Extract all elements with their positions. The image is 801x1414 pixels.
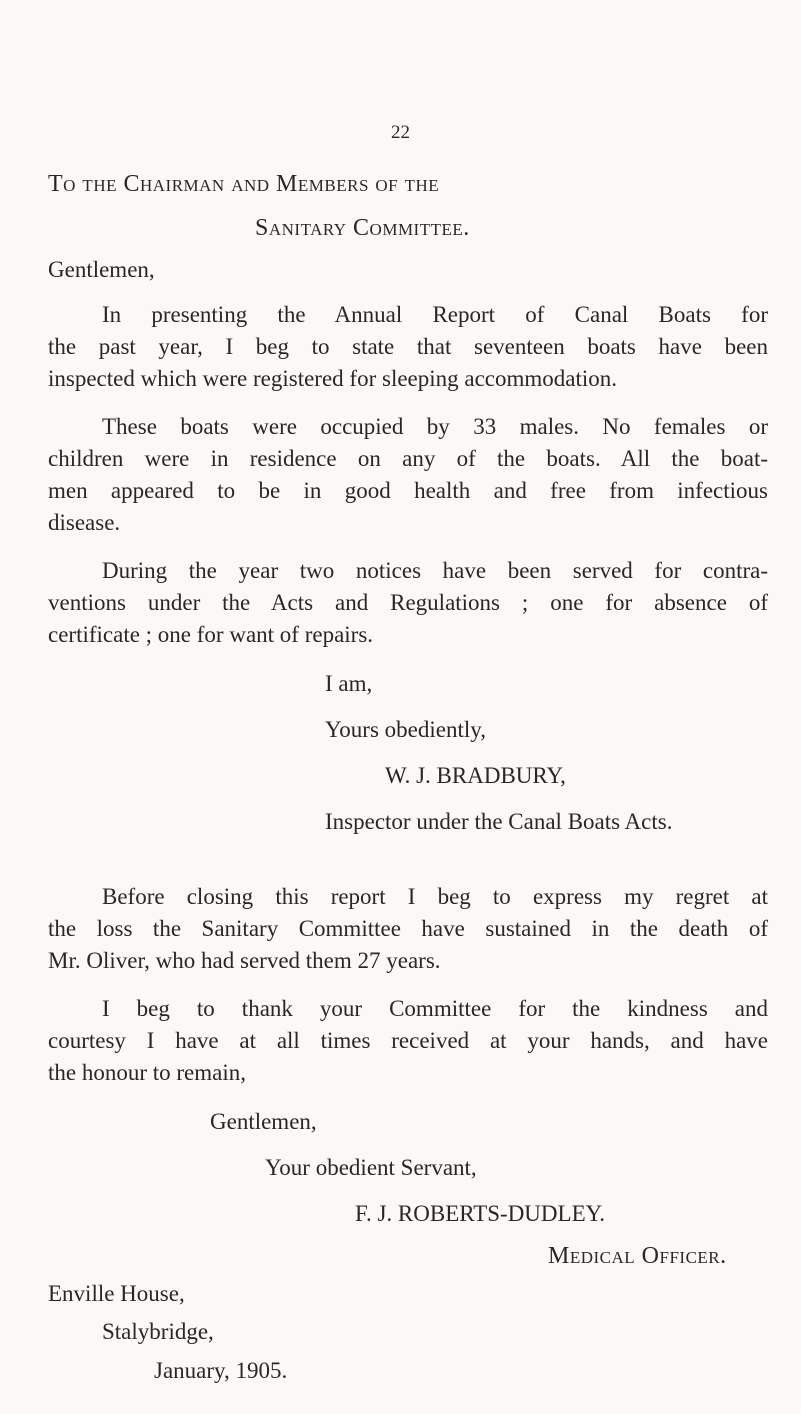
report-para3-line2: ventions under the Acts and Regulations ; one for absence of bbox=[48, 590, 768, 615]
letter-para2-line1: I beg to thank your Committee for the kindness and bbox=[102, 996, 768, 1021]
report-signature: W. J. BRADBURY, bbox=[385, 763, 566, 788]
address-line1: Enville House, bbox=[48, 1281, 185, 1306]
report-para2-line1: These boats were occupied by 33 males. No females or bbox=[102, 414, 768, 439]
letter-date: January, 1905. bbox=[154, 1358, 288, 1383]
report-para1-line2: the past year, I beg to state that seventeen boats have been bbox=[48, 334, 768, 359]
letter-signature: F. J. ROBERTS-DUDLEY. bbox=[355, 1201, 606, 1226]
address-line2: Stalybridge, bbox=[102, 1319, 214, 1344]
letter-closing: Gentlemen, bbox=[210, 1109, 317, 1134]
report-para3-line3: certificate ; one for want of repairs. bbox=[48, 622, 374, 647]
report-para1-line1: In presenting the Annual Report of Canal Boats for bbox=[102, 302, 768, 327]
addressee-line: To the Chairman and Members of the bbox=[48, 171, 440, 197]
report-closing: I am, bbox=[325, 671, 373, 696]
letter-para1-line3: Mr. Oliver, who had served them 27 years. bbox=[48, 948, 441, 973]
letter-signer-title: Medical Officer. bbox=[548, 1243, 727, 1269]
report-para2-line3: men appeared to be in good health and free from infectious bbox=[48, 478, 768, 503]
report-para1-line3: inspected which were registered for sleeping accommodation. bbox=[48, 366, 618, 391]
letter-para1-line1: Before closing this report I beg to express my regret at bbox=[102, 884, 768, 909]
report-para3-line1: During the year two notices have been served for contra- bbox=[102, 558, 768, 583]
report-signer-title: Inspector under the Canal Boats Acts. bbox=[325, 809, 673, 834]
letter-para1-line2: the loss the Sanitary Committee have sustained in the death of bbox=[48, 916, 768, 941]
page-number: 22 bbox=[391, 122, 410, 143]
letter-para2-line2: courtesy I have at all times received at your hands, and have bbox=[48, 1028, 768, 1053]
letter-closing2: Your obedient Servant, bbox=[265, 1155, 477, 1180]
report-para2-line4: disease. bbox=[48, 510, 121, 535]
letter-para2-line3: the honour to remain, bbox=[48, 1060, 247, 1085]
addressee-committee: Sanitary Committee. bbox=[255, 215, 470, 241]
report-closing2: Yours obediently, bbox=[325, 717, 487, 742]
report-para2-line2: children were in residence on any of the boats. All the boat- bbox=[48, 446, 768, 471]
greeting: Gentlemen, bbox=[48, 257, 155, 282]
